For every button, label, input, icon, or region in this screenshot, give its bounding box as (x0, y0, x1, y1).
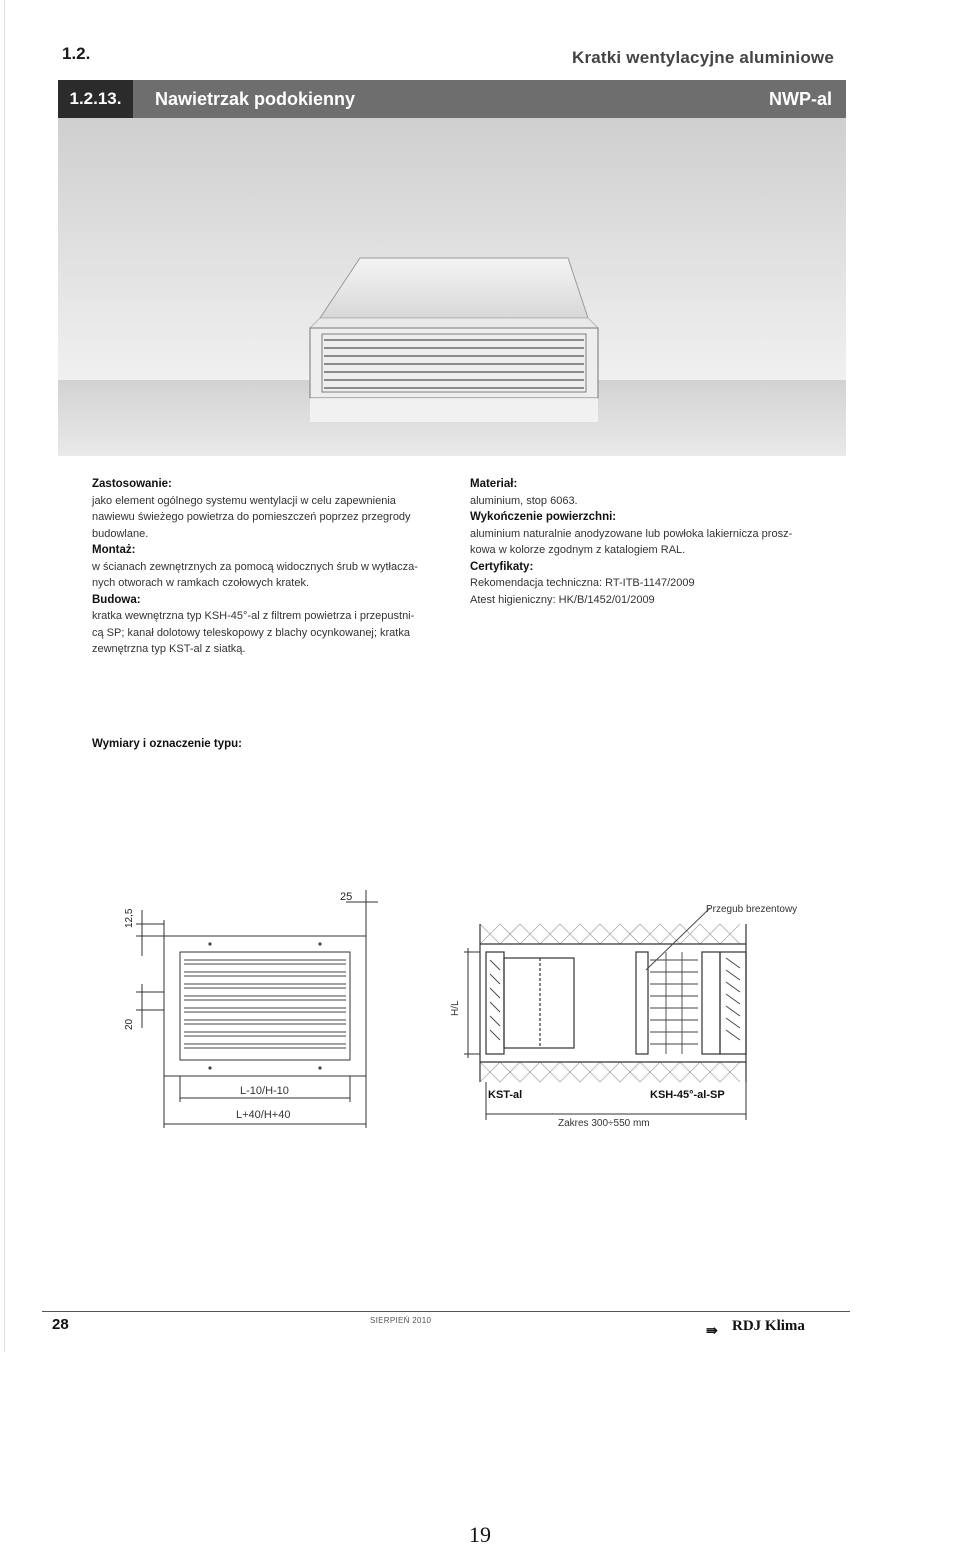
section-drawing (450, 890, 830, 1140)
label-ksh: KSH-45°-al-SP (650, 1089, 725, 1101)
cert-line-2: Atest higieniczny: HK/B/1452/01/2009 (470, 593, 655, 606)
montaz-line-2: nych otworach w ramkach czołowych kratek. (92, 577, 310, 589)
title-bar (58, 80, 846, 118)
footer-brand: RDJ Klima (732, 1318, 805, 1334)
brand-logo-icon: ⇛ (706, 1322, 718, 1338)
dim-inner: L-10/H-10 (240, 1085, 289, 1097)
right-text-column (470, 476, 830, 608)
product-number: 1.2.13. (58, 80, 133, 118)
montaz-heading: Montaż: (92, 544, 136, 556)
certyfikaty-heading: Certyfikaty: (470, 560, 534, 573)
budowa-heading: Budowa: (92, 593, 141, 606)
label-height: H/L (450, 1000, 461, 1016)
wykonczenie-line-2: kowa w kolorze zgodnym z katalogiem RAL. (470, 544, 686, 556)
product-photo (58, 118, 846, 456)
footer-divider (42, 1311, 850, 1312)
product-name: Nawietrzak podokienny (155, 89, 356, 109)
grille-photo-illustration (58, 118, 846, 456)
dim-top: 25 (340, 891, 353, 903)
budowa-line-1: kratka wewnętrzna typ KSH-45°-al z filtrem powietrza i przepustni- (92, 610, 415, 622)
product-code: NWP-al (769, 89, 832, 109)
dim-outer: L+40/H+40 (236, 1109, 291, 1121)
wykonczenie-heading: Wykończenie powierzchni: (470, 511, 617, 523)
dim-left-mid: 20 (124, 1018, 135, 1030)
dimensions-label: Wymiary i oznaczenie typu: (92, 738, 242, 750)
front-view-drawing (110, 880, 390, 1130)
category-title: Kratki wentylacyjne aluminiowe (571, 48, 834, 67)
lower-margin (0, 1352, 960, 1548)
montaz-line-1: w ścianach zewnętrznych za pomocą widocznych śrub w wytłacza- (92, 560, 418, 573)
label-kst: KST-al (488, 1089, 523, 1101)
zastosowanie-line-1: jako element ogólnego systemu wentylacji w celu zapewnienia (92, 494, 396, 507)
zastosowanie-line-3: budowlane. (92, 527, 149, 540)
zastosowanie-line-2: nawiewu świeżego powietrza do pomieszczeń poprzez przegrody (92, 511, 411, 523)
document-page-number: 19 (469, 1522, 491, 1547)
scan-edge (4, 0, 5, 1352)
material-heading: Materiał: (470, 478, 518, 490)
wykonczenie-line-1: aluminium naturalnie anodyzowane lub powłoka lakiernicza prosz- (470, 527, 793, 540)
section-number: 1.2. (62, 44, 91, 63)
budowa-line-3: zewnętrzna typ KST-al z siatką. (92, 643, 246, 655)
label-range: Zakres 300÷550 mm (558, 1118, 650, 1129)
left-text-column (92, 476, 452, 658)
label-hinge: Przegub brezentowy (706, 904, 798, 915)
material-text: aluminium, stop 6063. (470, 494, 578, 507)
footer-date: SIERPIEŃ 2010 (370, 1316, 432, 1325)
footer-page-number: 28 (52, 1316, 69, 1333)
cert-line-1: Rekomendacja techniczna: RT-ITB-1147/2009 (470, 577, 695, 589)
zastosowanie-heading: Zastosowanie: (92, 478, 172, 490)
dim-left-top: 12,5 (124, 908, 135, 928)
budowa-line-2: cą SP; kanał dolotowy teleskopowy z blachy ocynkowanej; kratka (92, 626, 410, 639)
